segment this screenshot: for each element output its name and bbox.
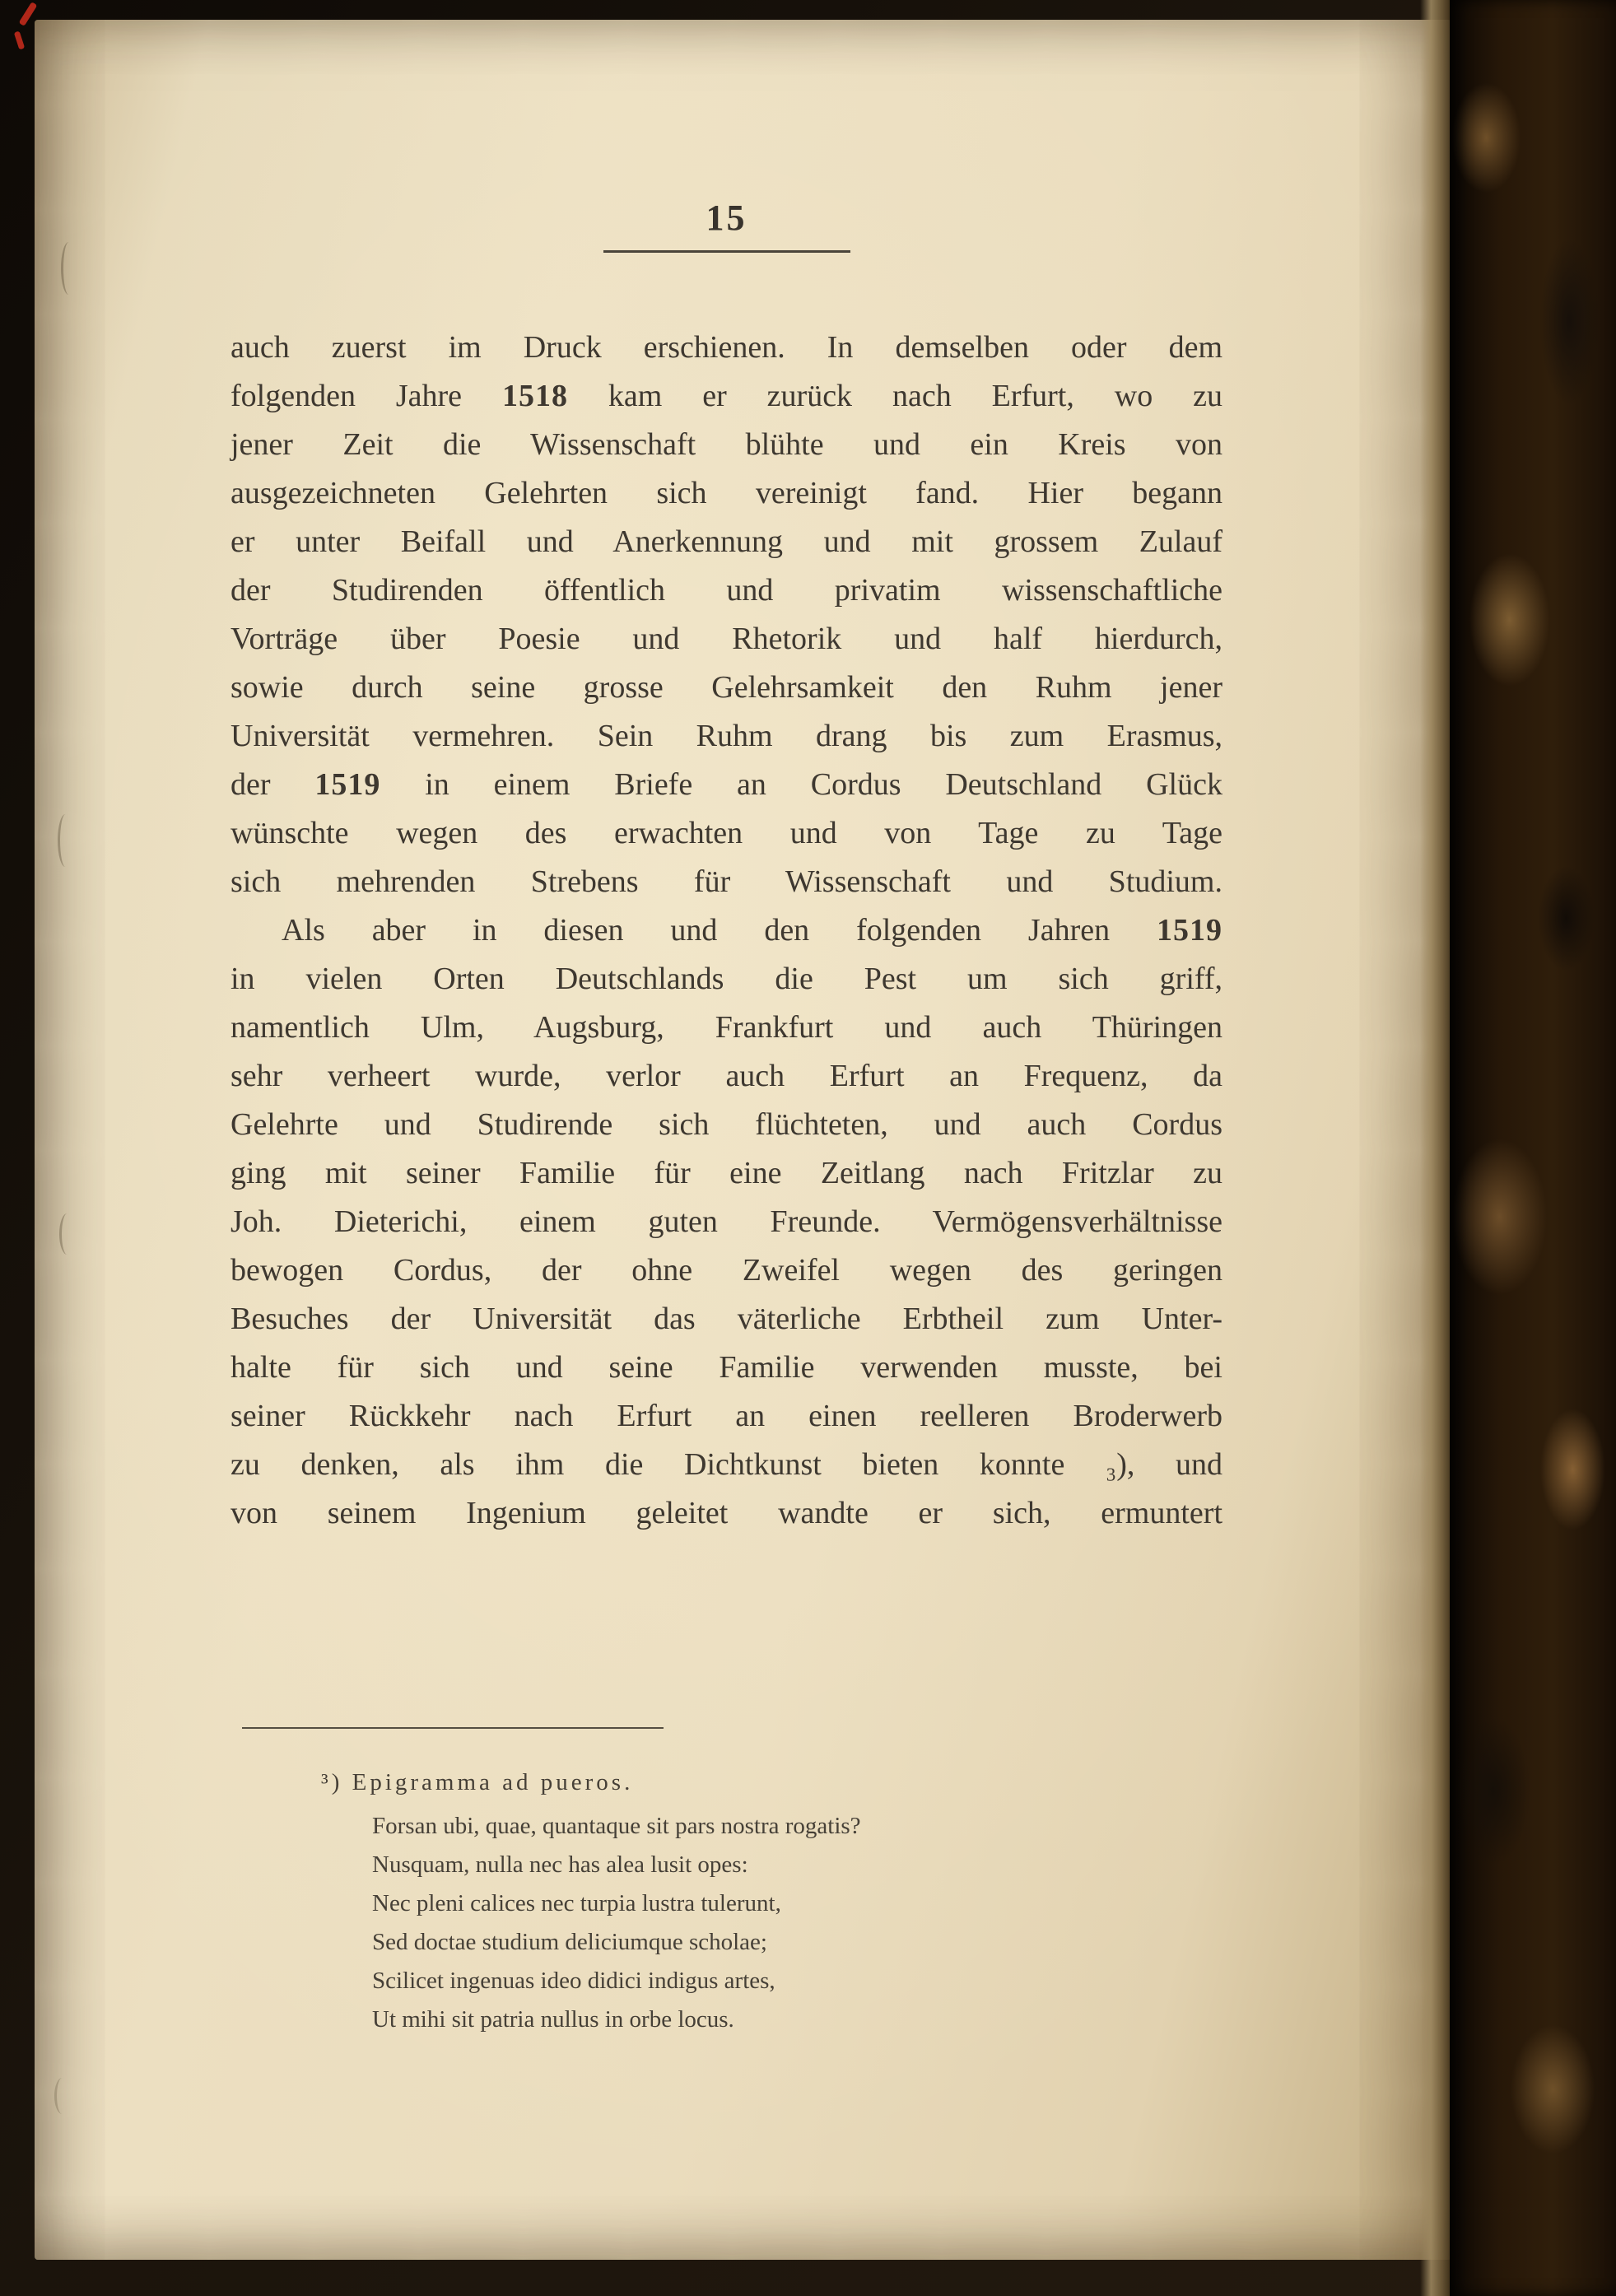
- text-line: sich mehrenden Strebens für Wissenschaft und Studium.: [231, 864, 1222, 899]
- text-line: ausgezeichneten Gelehrten sich vereinigt fand. Hier begann: [231, 476, 1222, 510]
- text-line: sehr verheert wurde, verlor auch Erfurt an Frequenz, da: [231, 1059, 1222, 1093]
- page-header: [231, 197, 1222, 253]
- text-line: in vielen Orten Deutschlands die Pest um sich griff,: [231, 962, 1222, 996]
- footnote-verse: [372, 1807, 1222, 2039]
- text-line: seiner Rückkehr nach Erfurt an einen reelleren Broderwerb: [231, 1399, 1222, 1433]
- text-line: auch zuerst im Druck erschienen. In demselben oder dem: [231, 330, 1222, 365]
- page-number: 15: [706, 198, 747, 238]
- text-line: der Studirenden öffentlich und privatim wissenschaftliche: [231, 573, 1222, 608]
- text-line: Universität vermehren. Sein Ruhm drang bis zum Erasmus,: [231, 719, 1222, 753]
- book-page: [35, 20, 1451, 2260]
- page-content: [231, 197, 1222, 2039]
- text-line: bewogen Cordus, der ohne Zweifel wegen des geringen: [231, 1253, 1222, 1288]
- text-line: der 1519 in einem Briefe an Cordus Deutschland Glück: [231, 767, 1222, 802]
- paragraph-1: [231, 324, 1222, 906]
- text-line: Besuches der Universität das väterliche Erbtheil zum Unter-: [231, 1302, 1222, 1336]
- text-line: Joh. Dieterichi, einem guten Freunde. Vermögensverhältnisse: [231, 1204, 1222, 1239]
- footnote-separator: [242, 1727, 664, 1729]
- text-line: er unter Beifall und Anerkennung und mit grossem Zulauf: [231, 524, 1222, 559]
- page-edge: [1420, 0, 1451, 2296]
- page-crease: [58, 814, 73, 867]
- paragraph-2: [231, 906, 1222, 1538]
- main-text: [231, 324, 1222, 1538]
- text-line: Ut mihi sit patria nullus in orbe locus.: [372, 2006, 734, 2033]
- footnote-heading: ³) Epigramma ad pueros.: [321, 1769, 634, 1795]
- text-line: wünschte wegen des erwachten und von Tage zu Tage: [231, 816, 1222, 850]
- text-line: Gelehrte und Studirende sich flüchteten, und auch Cordus: [231, 1107, 1222, 1142]
- page-crease: [59, 1213, 75, 1255]
- text-line: jener Zeit die Wissenschaft blühte und ein Kreis von: [231, 427, 1222, 462]
- text-line: Scilicet ingenuas ideo didici indigus artes,: [372, 1968, 775, 1994]
- text-line: folgenden Jahre 1518 kam er zurück nach Erfurt, wo zu: [231, 379, 1223, 413]
- footnote: [231, 1763, 1222, 2039]
- text-line: Nusquam, nulla nec has alea lusit opes:: [372, 1851, 748, 1878]
- text-line: von seinem Ingenium geleitet wandte er sich, ermuntert: [231, 1496, 1222, 1530]
- text-line: Nec pleni calices nec turpia lustra tulerunt,: [372, 1890, 781, 1916]
- page-crease: [61, 242, 77, 295]
- page-crease: [54, 2078, 70, 2114]
- text-line: Als aber in diesen und den folgenden Jahren 1519: [282, 913, 1222, 948]
- red-ink-mark: [14, 30, 25, 49]
- text-line: halte für sich und seine Familie verwenden musste, bei: [231, 1350, 1222, 1385]
- text-line: sowie durch seine grosse Gelehrsamkeit den Ruhm jener: [231, 670, 1222, 705]
- text-line: Forsan ubi, quae, quantaque sit pars nostra rogatis?: [372, 1813, 861, 1839]
- text-line: Sed doctae studium deliciumque scholae;: [372, 1929, 767, 1955]
- book-binding: [1450, 0, 1616, 2296]
- page-number-rule: [603, 250, 850, 253]
- text-line: zu denken, als ihm die Dichtkunst bieten konnte ₃), und: [231, 1447, 1222, 1482]
- text-line: ging mit seiner Familie für eine Zeitlang nach Fritzlar zu: [231, 1156, 1222, 1190]
- text-line: Vorträge über Poesie und Rhetorik und half hierdurch,: [231, 622, 1222, 656]
- text-line: namentlich Ulm, Augsburg, Frankfurt und auch Thüringen: [231, 1010, 1222, 1045]
